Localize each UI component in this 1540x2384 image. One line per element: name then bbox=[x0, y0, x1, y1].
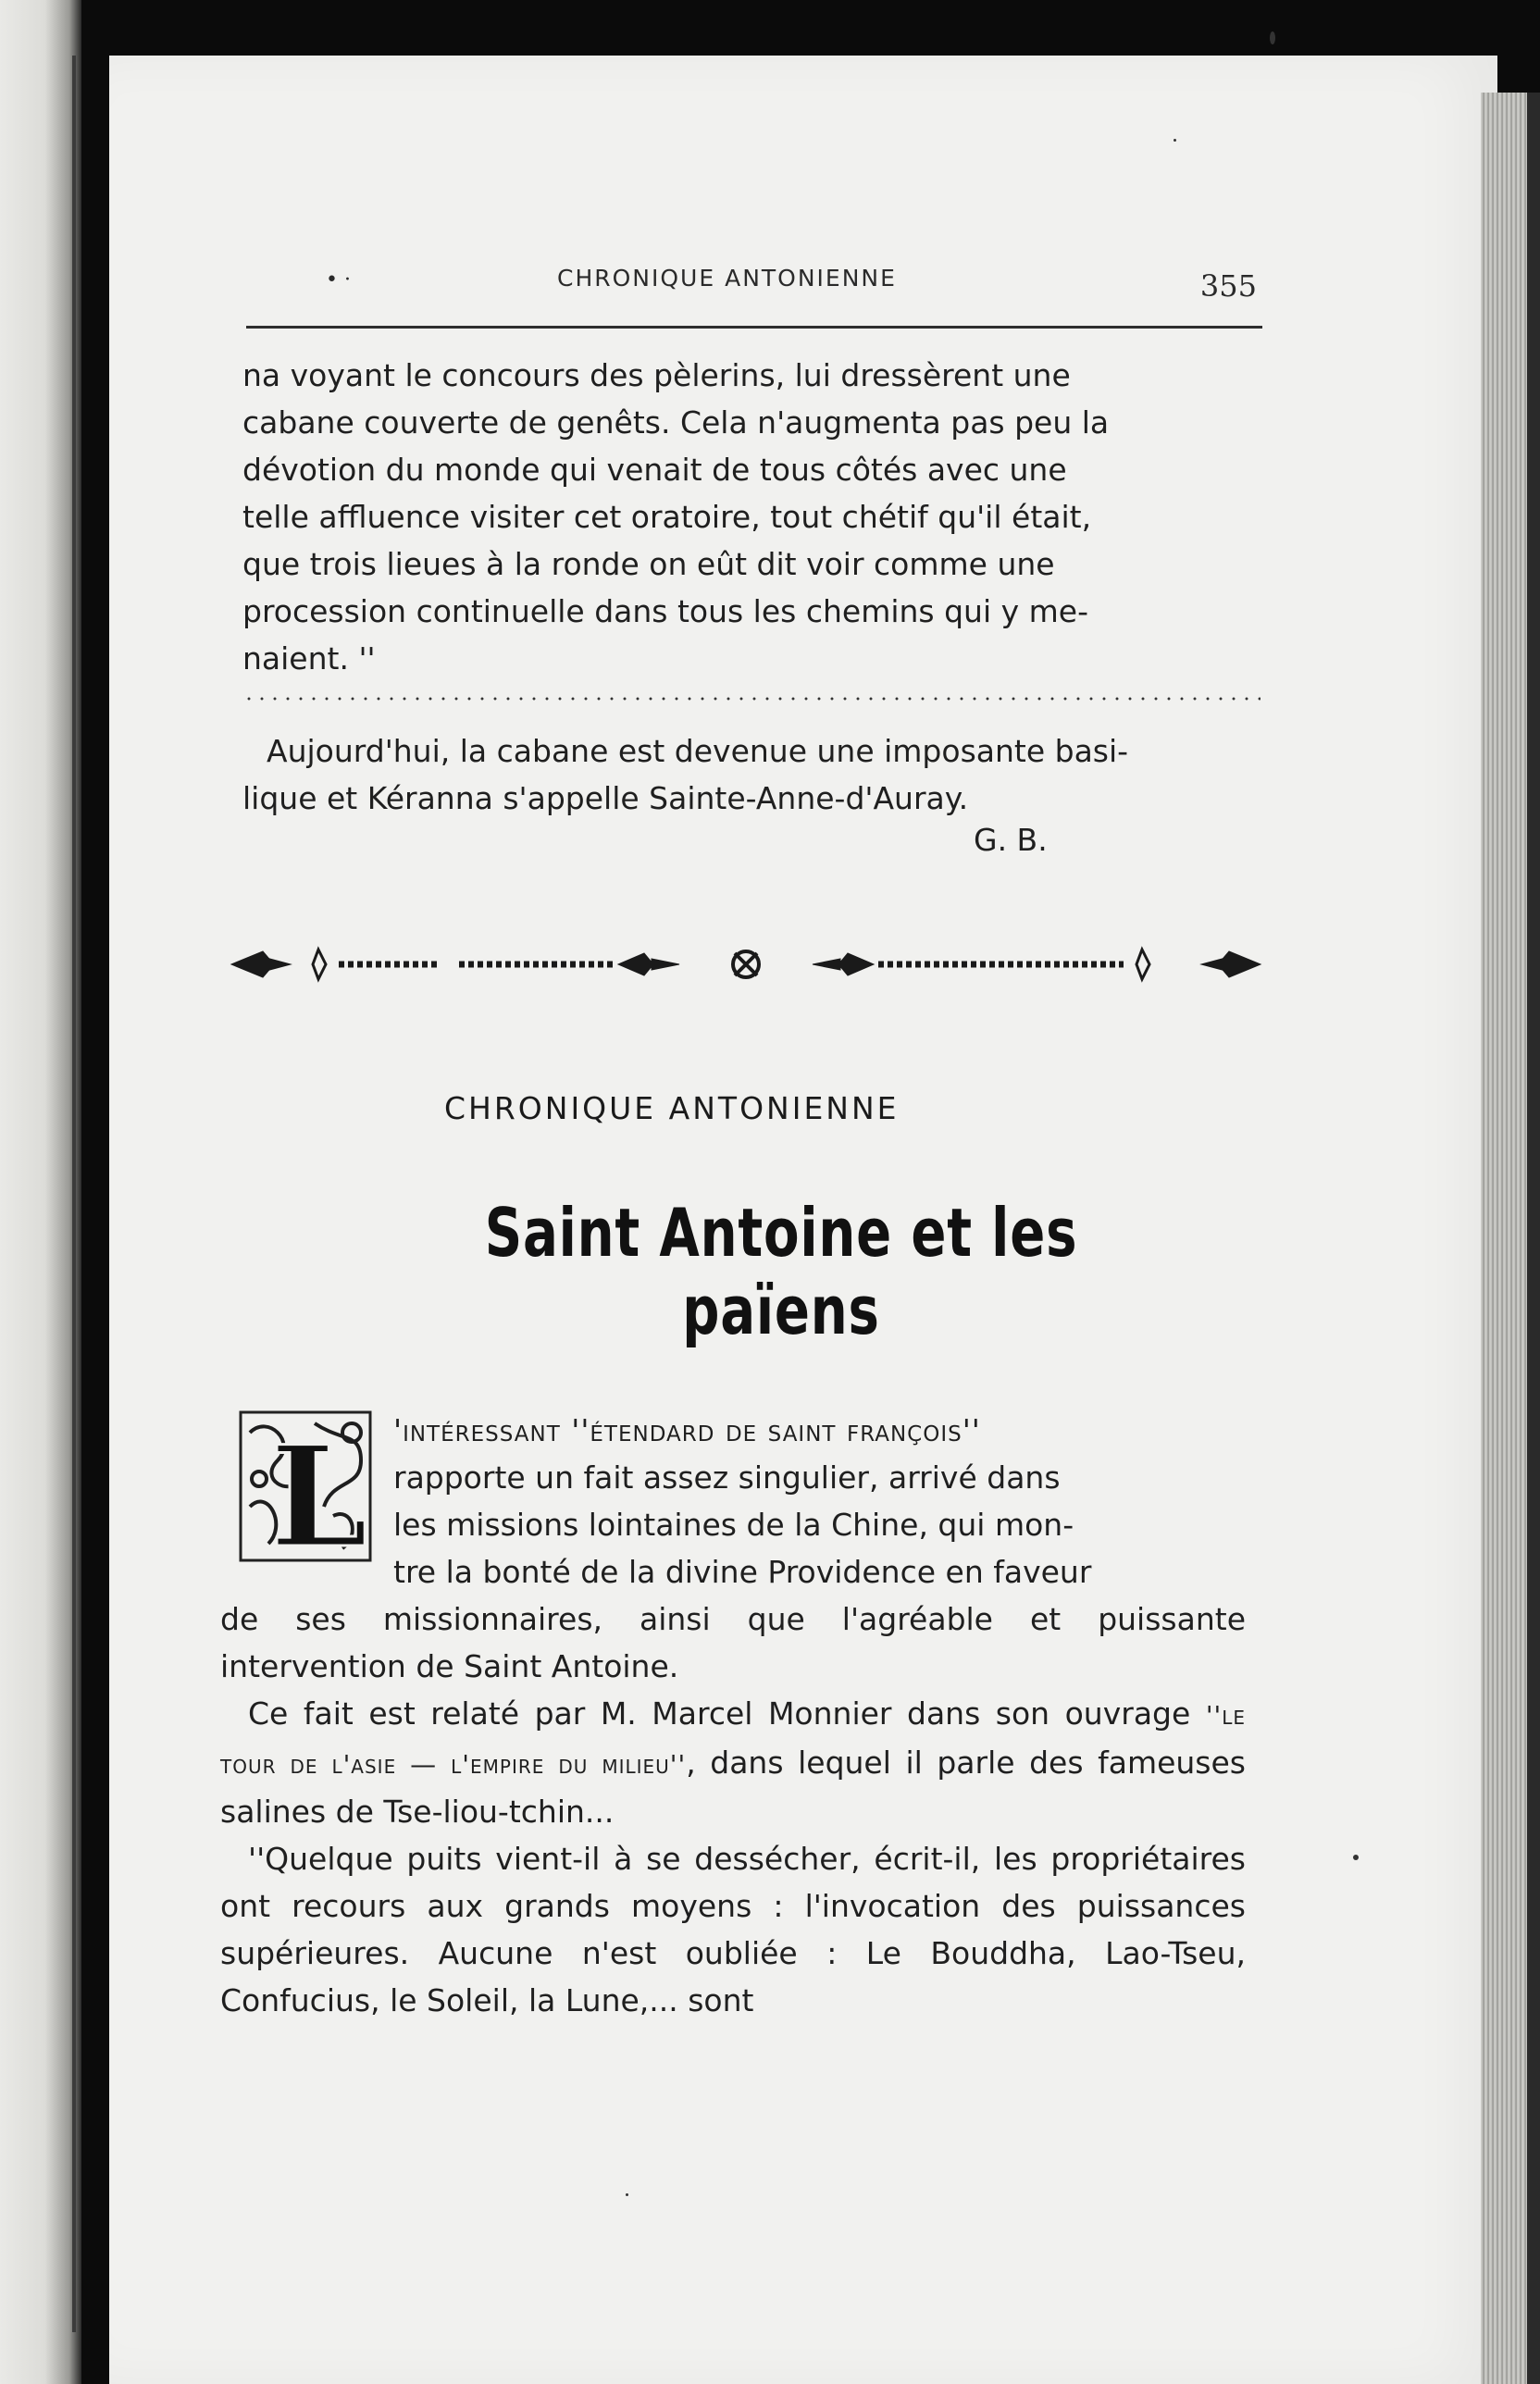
passage-line: procession continuelle dans tous les chemins qui y me- bbox=[242, 593, 1089, 629]
dropcap-letter: L bbox=[270, 1416, 368, 1570]
passage-line: dévotion du monde qui venait de tous côtés avec une bbox=[242, 452, 1067, 488]
passage-line: na voyant le concours des pèlerins, lui dressèrent une bbox=[242, 357, 1071, 393]
paragraph-1-rest: de ses missionnaires, ainsi que l'agréable et puissante intervention de Saint Antoine. bbox=[220, 1601, 1246, 1684]
top-passage bbox=[242, 352, 1262, 682]
p2-start: Ce fait est relaté par M. Marcel Monnier dans son ouvrage bbox=[248, 1695, 1206, 1732]
passage-line: naient. '' bbox=[242, 640, 376, 677]
article-intro bbox=[393, 1407, 1263, 1596]
ornamental-divider-icon bbox=[226, 937, 1266, 992]
p2-end: , dans lequel il parle des fameuses salines de Tse-liou-tchin... bbox=[220, 1745, 1246, 1830]
closing-line: Aujourd'hui, la cabane est devenue une imposante basi- bbox=[267, 733, 1129, 769]
ornate-dropcap-icon bbox=[222, 1405, 381, 1570]
intro-line: les missions lointaines de la Chine, qui mon- bbox=[393, 1507, 1074, 1543]
paragraph-3: ''Quelque puits vient-il à se dessécher, écrit-il, les propriétaires ont recours aux grands moyens : l'invocation des puissances supérieures. Aucune n'est oubliée : Le Bouddha, Lao-Tseu, Confucius, le Soleil, la Lune,... sont bbox=[220, 1841, 1246, 2018]
page-stack-shadow bbox=[1527, 93, 1540, 2384]
running-title: CHRONIQUE ANTONIENNE bbox=[557, 265, 897, 292]
book-title: ''le tour de l'asie — l'empire du milieu'' bbox=[220, 1700, 1246, 1780]
intro-line: tre la bonté de la divine Providence en faveur bbox=[393, 1554, 1092, 1590]
facing-page-edge bbox=[0, 0, 81, 2384]
passage-line: cabane couverte de genêts. Cela n'augmenta pas peu la bbox=[242, 404, 1110, 441]
paragraph-2 bbox=[220, 1690, 1246, 1835]
closing-line: lique et Kéranna s'appelle Sainte-Anne-d'Auray. bbox=[242, 780, 969, 816]
header-ornament-icon: • · bbox=[326, 268, 351, 292]
passage-line: telle affluence visiter cet oratoire, tout chétif qu'il était, bbox=[242, 499, 1092, 535]
section-heading: CHRONIQUE ANTONIENNE bbox=[444, 1090, 900, 1126]
intro-line: rapporte un fait assez singulier, arrivé dans bbox=[393, 1459, 1061, 1496]
running-header bbox=[252, 263, 1257, 304]
article-title: Saint Antoine et les païens bbox=[484, 1194, 1078, 1349]
article-body bbox=[220, 1596, 1246, 2024]
header-rule bbox=[246, 326, 1262, 329]
intro-line: 'intéressant ''étendard de saint françois'' bbox=[393, 1412, 981, 1448]
page-number: 355 bbox=[1199, 268, 1257, 304]
passage-line: que trois lieues à la ronde on eût dit voir comme une bbox=[242, 546, 1055, 582]
closing-paragraph bbox=[242, 727, 1262, 822]
dotted-separator bbox=[242, 696, 1261, 702]
signature: G. B. bbox=[974, 822, 1048, 858]
